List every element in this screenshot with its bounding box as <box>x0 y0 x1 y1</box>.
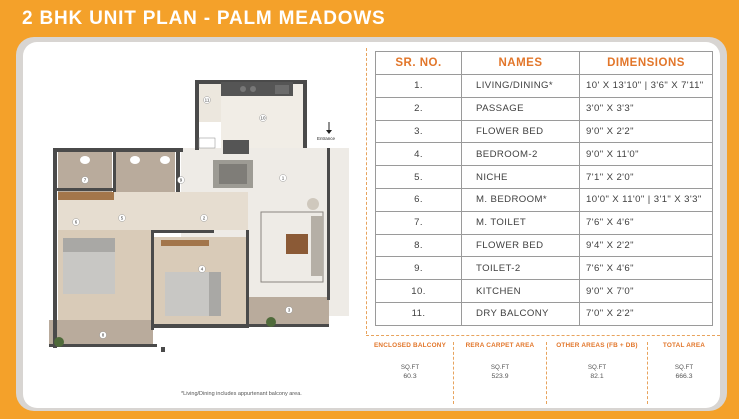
table-row <box>376 97 713 120</box>
area-total <box>648 342 720 380</box>
area-value: 666.3 <box>675 373 693 380</box>
table-row <box>376 234 713 257</box>
cell-name: M. TOILET <box>462 211 580 234</box>
cell-sr: 6. <box>376 188 462 211</box>
area-unit: SQ.FT <box>490 364 510 371</box>
cell-sr: 7. <box>376 211 462 234</box>
cell-name: BEDROOM-2 <box>462 143 580 166</box>
header-dimensions: DIMENSIONS <box>580 52 713 75</box>
table-row <box>376 188 713 211</box>
cell-sr: 11. <box>376 302 462 325</box>
cell-sr: 9. <box>376 257 462 280</box>
room-num-4: 4 <box>200 266 204 272</box>
table-row <box>376 143 713 166</box>
cell-name: LIVING/DINING* <box>462 75 580 98</box>
cell-dim: 7'6" X 4'6" <box>580 257 713 280</box>
room-num-9: 9 <box>179 177 183 183</box>
cell-dim: 9'4" X 2'2" <box>580 234 713 257</box>
room-num-8: 8 <box>101 332 105 338</box>
room-num-7: 7 <box>83 177 87 183</box>
cell-dim: 9'0" X 2'2" <box>580 120 713 143</box>
cell-sr: 5. <box>376 166 462 189</box>
area-unit: SQ.FT <box>674 364 694 371</box>
area-label: ENCLOSED BALCONY <box>373 342 447 349</box>
area-label: RERA CARPET AREA <box>465 342 535 349</box>
cell-sr: 1. <box>376 75 462 98</box>
cell-dim: 7'6" X 4'6" <box>580 211 713 234</box>
area-other <box>547 342 647 380</box>
table-row <box>376 280 713 303</box>
room-num-3: 3 <box>287 307 291 313</box>
area-label: TOTAL AREA <box>662 342 706 349</box>
entrance-label: Entrance <box>317 136 336 141</box>
area-rera-carpet <box>454 342 546 380</box>
area-unit: SQ.FT <box>400 364 420 371</box>
header-names: NAMES <box>462 52 580 75</box>
cell-name: NICHE <box>462 166 580 189</box>
room-num-5: 5 <box>120 215 124 221</box>
cell-dim: 9'0" X 7'0" <box>580 280 713 303</box>
cell-sr: 3. <box>376 120 462 143</box>
cell-name: FLOWER BED <box>462 234 580 257</box>
cell-name: M. BEDROOM* <box>462 188 580 211</box>
cell-dim: 7'1" X 2'0" <box>580 166 713 189</box>
cell-dim: 9'0" X 11'0" <box>580 143 713 166</box>
cell-name: KITCHEN <box>462 280 580 303</box>
area-unit: SQ.FT <box>587 364 607 371</box>
cell-dim: 3'0" X 3'3" <box>580 97 713 120</box>
area-enclosed-balcony <box>367 342 453 380</box>
table-header-row <box>376 52 713 75</box>
cell-sr: 10. <box>376 280 462 303</box>
cell-dim: 7'0" X 2'2" <box>580 302 713 325</box>
table-row <box>376 75 713 98</box>
header-sr-no: SR. NO. <box>376 52 462 75</box>
cell-name: FLOWER BED <box>462 120 580 143</box>
cell-name: TOILET-2 <box>462 257 580 280</box>
cell-name: PASSAGE <box>462 97 580 120</box>
page-title: 2 BHK UNIT PLAN - PALM MEADOWS <box>22 8 386 29</box>
table-row <box>376 211 713 234</box>
cell-sr: 2. <box>376 97 462 120</box>
table-row <box>376 302 713 325</box>
table-row <box>376 166 713 189</box>
cell-dim: 10' X 13'10" | 3'6" X 7'11" <box>580 75 713 98</box>
area-value: 82.1 <box>590 373 604 380</box>
table-row <box>376 257 713 280</box>
vertical-divider <box>366 48 367 334</box>
plan-footnote: *Living/Dining includes appurtenant balcony area. <box>181 391 302 397</box>
area-label: OTHER AREAS (FB + DB) <box>556 342 638 349</box>
cell-sr: 8. <box>376 234 462 257</box>
floor-plan <box>31 52 349 352</box>
room-num-11: 11 <box>204 97 210 103</box>
horizontal-divider <box>366 335 720 336</box>
cell-name: DRY BALCONY <box>462 302 580 325</box>
cell-dim: 10'0" X 11'0" | 3'1" X 3'3" <box>580 188 713 211</box>
room-num-6: 6 <box>74 219 78 225</box>
plan-card <box>23 42 720 408</box>
cell-sr: 4. <box>376 143 462 166</box>
room-num-1: 1 <box>281 175 285 181</box>
table-row <box>376 120 713 143</box>
dimensions-table <box>375 51 713 326</box>
area-value: 60.3 <box>403 373 417 380</box>
room-num-10: 10 <box>260 115 266 121</box>
area-value: 523.9 <box>491 373 509 380</box>
room-num-2: 2 <box>202 215 206 221</box>
